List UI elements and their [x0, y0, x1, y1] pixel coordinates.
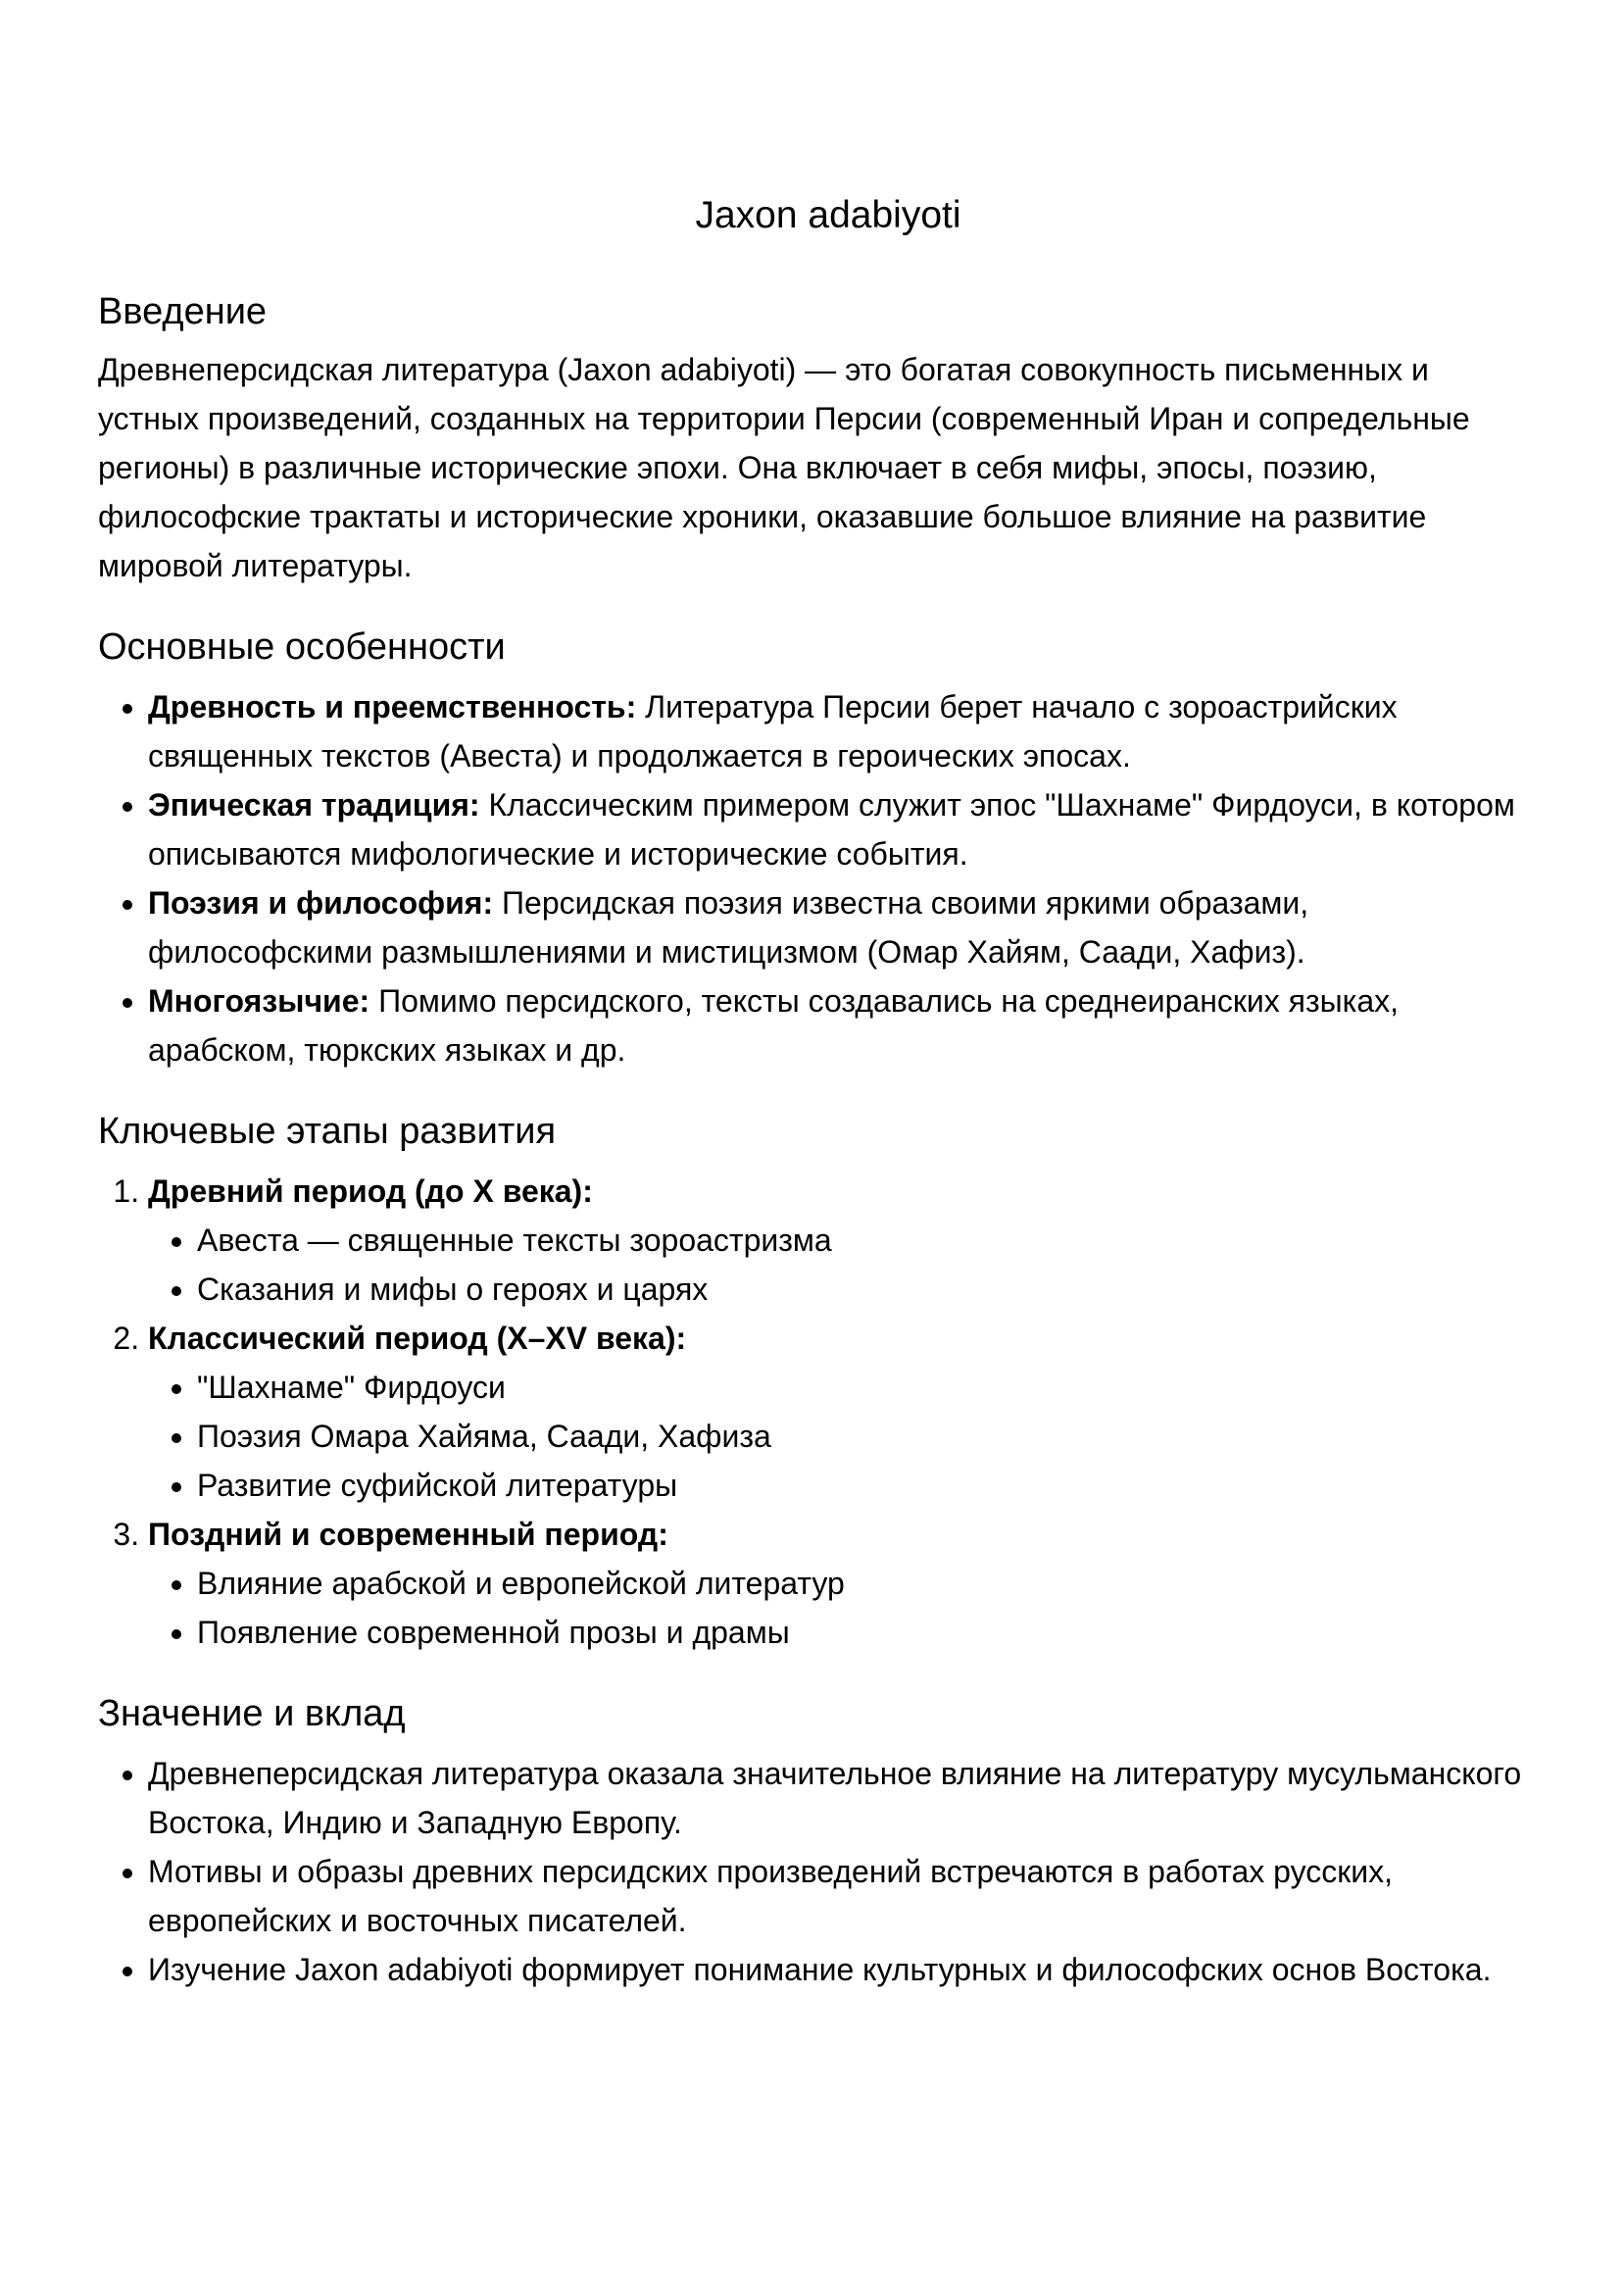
stage-sublist — [148, 1363, 1529, 1510]
document-title: Jaxon adabiyoti — [695, 194, 961, 236]
feature-term: Многоязычие: — [148, 983, 370, 1019]
list-item — [148, 976, 1529, 1074]
stages-section — [98, 1104, 1529, 1657]
list-item: • Мотивы и образы древних персидских произведений встречаются в работах русских, европейских и восточных писателей. — [148, 1847, 1529, 1945]
feature-description: Помимо персидского, тексты создавались на среднеиранских языках, арабском, тюркских языках и др. — [148, 983, 1400, 1068]
stage-label: Классический период (X–XV века): — [148, 1321, 687, 1356]
list-item: • Авеста — священные тексты зороастризма — [197, 1216, 1529, 1265]
stage-item — [148, 1167, 1529, 1314]
list-item — [148, 780, 1529, 878]
list-item: • Поэзия Омара Хайяма, Саади, Хафиза — [197, 1412, 1529, 1461]
stage-item — [148, 1314, 1529, 1510]
stage-label: Древний период (до X века): — [148, 1173, 593, 1209]
intro-section — [98, 284, 1529, 590]
stage-item — [148, 1510, 1529, 1657]
list-item: • Древнеперсидская литература оказала значительное влияние на литературу мусульманского Востока, Индию и Западную Европу. — [148, 1749, 1529, 1847]
features-heading: Основные особенности — [98, 626, 506, 668]
document-page — [98, 186, 1529, 2023]
list-item: • Сказания и мифы о героях и царях — [197, 1265, 1529, 1314]
features-section — [98, 620, 1529, 1074]
list-item: • Изучение Jaxon adabiyoti формирует понимание культурных и философских основ Востока. — [148, 1945, 1529, 1994]
feature-term: Эпическая традиция: — [148, 787, 480, 823]
stages-list — [98, 1167, 1529, 1657]
list-item: • Развитие суфийской литературы — [197, 1461, 1529, 1510]
stage-sublist — [148, 1559, 1529, 1657]
stages-heading: Ключевые этапы развития — [98, 1111, 557, 1152]
list-item — [148, 878, 1529, 976]
features-list — [98, 682, 1529, 1074]
intro-heading: Введение — [98, 291, 268, 332]
feature-description: Классическим примером служит эпос "Шахнаме" Фирдоуси, в котором описываются мифологические и исторические события. — [148, 787, 1515, 872]
feature-description: Персидская поэзия известна своими яркими образами, философскими размышлениями и мистицизмом (Омар Хайям, Саади, Хафиз). — [148, 885, 1309, 970]
list-item: • Влияние арабской и европейской литератур — [197, 1559, 1529, 1608]
significance-list — [98, 1749, 1529, 1994]
significance-heading: Значение и вклад — [98, 1693, 406, 1734]
list-item: • "Шахнаме" Фирдоуси — [197, 1363, 1529, 1412]
list-item: • Появление современной прозы и драмы — [197, 1608, 1529, 1657]
feature-term: Древность и преемственность: — [148, 689, 637, 724]
intro-paragraph: Древнеперсидская литература (Jaxon adabiyoti) — это богатая совокупность письменных и устных произведений, созданных на территории Персии (современный Иран и сопредельные регионы) в различные исторические эпохи. Она включает в себя мифы, эпосы, поэзию, философские трактаты и исторические хроники, оказавшие большое влияние на развитие мировой литературы. — [98, 352, 1470, 583]
feature-description: Литература Персии берет начало с зороастрийских священных текстов (Авеста) и продолжается в героических эпосах. — [148, 689, 1398, 774]
stage-sublist — [148, 1216, 1529, 1314]
list-item — [148, 682, 1529, 780]
stage-label: Поздний и современный период: — [148, 1517, 668, 1552]
feature-term: Поэзия и философия: — [148, 885, 494, 921]
significance-section — [98, 1686, 1529, 1994]
